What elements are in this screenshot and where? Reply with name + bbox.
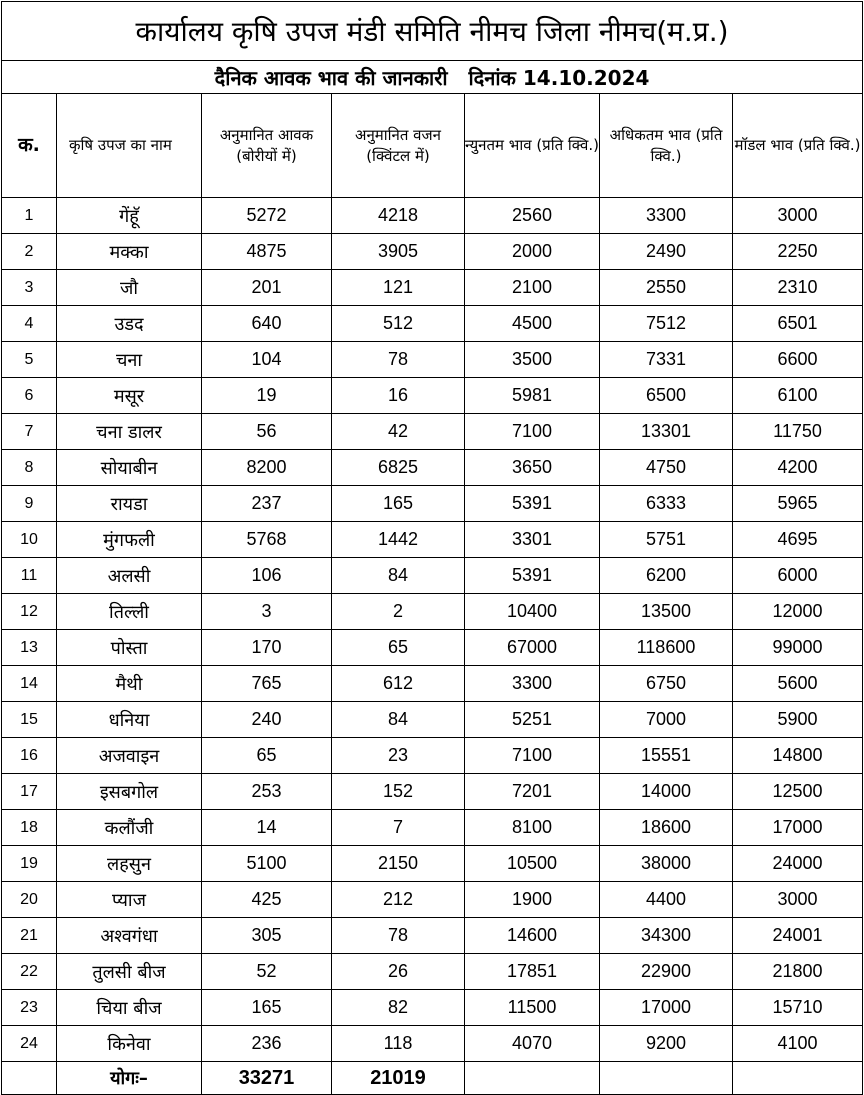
arrival-bags-cell: 52: [202, 954, 332, 990]
arrival-bags-cell: 425: [202, 882, 332, 918]
produce-name-cell: उडद: [57, 306, 202, 342]
total-empty-cell: [733, 1062, 863, 1095]
serial-number-cell: 6: [2, 378, 57, 414]
serial-number-cell: 2: [2, 234, 57, 270]
minimum-price-cell: 7201: [465, 774, 600, 810]
minimum-price-cell: 3650: [465, 450, 600, 486]
weight-cell: 165: [332, 486, 465, 522]
maximum-price-cell: 3300: [600, 198, 733, 234]
arrival-bags-cell: 106: [202, 558, 332, 594]
table-row: [2, 1026, 863, 1062]
arrival-bags-cell: 240: [202, 702, 332, 738]
modal-price-cell: 4695: [733, 522, 863, 558]
maximum-price-cell: 6750: [600, 666, 733, 702]
produce-name-cell: लहसुन: [57, 846, 202, 882]
produce-name-cell: मक्का: [57, 234, 202, 270]
modal-price-cell: 4200: [733, 450, 863, 486]
maximum-price-cell: 9200: [600, 1026, 733, 1062]
produce-name-cell: अलसी: [57, 558, 202, 594]
serial-number-cell: 19: [2, 846, 57, 882]
header-modal-price: मॉडल भाव (प्रति क्वि.): [733, 94, 863, 198]
serial-number-cell: 21: [2, 918, 57, 954]
table-row: [2, 234, 863, 270]
weight-cell: 7: [332, 810, 465, 846]
maximum-price-cell: 6200: [600, 558, 733, 594]
report-subtitle-date: दैनिक आवक भाव की जानकारी दिनांक 14.10.2024: [2, 61, 863, 94]
total-empty-cell: [465, 1062, 600, 1095]
produce-name-cell: चना डालर: [57, 414, 202, 450]
produce-name-cell: मैथी: [57, 666, 202, 702]
arrival-bags-cell: 765: [202, 666, 332, 702]
weight-cell: 16: [332, 378, 465, 414]
maximum-price-cell: 6333: [600, 486, 733, 522]
table-row: [2, 522, 863, 558]
produce-name-cell: तुलसी बीज: [57, 954, 202, 990]
modal-price-cell: 5600: [733, 666, 863, 702]
arrival-bags-cell: 201: [202, 270, 332, 306]
maximum-price-cell: 2550: [600, 270, 733, 306]
total-weight: 21019: [332, 1062, 465, 1095]
header-maximum-price: अधिकतम भाव (प्रति क्वि.): [600, 94, 733, 198]
modal-price-cell: 99000: [733, 630, 863, 666]
arrival-bags-cell: 56: [202, 414, 332, 450]
serial-number-cell: 8: [2, 450, 57, 486]
minimum-price-cell: 5251: [465, 702, 600, 738]
weight-cell: 612: [332, 666, 465, 702]
minimum-price-cell: 2100: [465, 270, 600, 306]
produce-name-cell: तिल्ली: [57, 594, 202, 630]
table-row: [2, 594, 863, 630]
table-row: [2, 558, 863, 594]
weight-cell: 78: [332, 342, 465, 378]
weight-cell: 23: [332, 738, 465, 774]
arrival-bags-cell: 170: [202, 630, 332, 666]
header-estimated-weight: अनुमानित वजन (क्विंटल में): [332, 94, 465, 198]
table-row: [2, 954, 863, 990]
serial-number-cell: 9: [2, 486, 57, 522]
table-row: [2, 774, 863, 810]
table-row: [2, 342, 863, 378]
header-produce-name: कृषि उपज का नाम: [57, 94, 202, 198]
minimum-price-cell: 8100: [465, 810, 600, 846]
produce-name-cell: किनेवा: [57, 1026, 202, 1062]
arrival-bags-cell: 5768: [202, 522, 332, 558]
table-header-row: [2, 94, 863, 198]
serial-number-cell: 14: [2, 666, 57, 702]
serial-number-cell: 7: [2, 414, 57, 450]
table-row: [2, 846, 863, 882]
arrival-bags-cell: 65: [202, 738, 332, 774]
maximum-price-cell: 38000: [600, 846, 733, 882]
minimum-price-cell: 7100: [465, 738, 600, 774]
arrival-bags-cell: 19: [202, 378, 332, 414]
maximum-price-cell: 13500: [600, 594, 733, 630]
weight-cell: 4218: [332, 198, 465, 234]
minimum-price-cell: 3300: [465, 666, 600, 702]
minimum-price-cell: 4070: [465, 1026, 600, 1062]
modal-price-cell: 17000: [733, 810, 863, 846]
arrival-bags-cell: 5100: [202, 846, 332, 882]
produce-name-cell: चना: [57, 342, 202, 378]
table-row: [2, 666, 863, 702]
modal-price-cell: 15710: [733, 990, 863, 1026]
produce-name-cell: कलौंजी: [57, 810, 202, 846]
table-row: [2, 198, 863, 234]
serial-number-cell: 12: [2, 594, 57, 630]
total-label: योगः–: [57, 1062, 202, 1095]
modal-price-cell: 14800: [733, 738, 863, 774]
arrival-bags-cell: 8200: [202, 450, 332, 486]
minimum-price-cell: 14600: [465, 918, 600, 954]
table-row: [2, 270, 863, 306]
table-row: [2, 486, 863, 522]
maximum-price-cell: 2490: [600, 234, 733, 270]
arrival-bags-cell: 3: [202, 594, 332, 630]
weight-cell: 152: [332, 774, 465, 810]
produce-name-cell: चिया बीज: [57, 990, 202, 1026]
maximum-price-cell: 17000: [600, 990, 733, 1026]
maximum-price-cell: 15551: [600, 738, 733, 774]
arrival-bags-cell: 305: [202, 918, 332, 954]
produce-name-cell: धनिया: [57, 702, 202, 738]
minimum-price-cell: 4500: [465, 306, 600, 342]
produce-name-cell: सोयाबीन: [57, 450, 202, 486]
maximum-price-cell: 7512: [600, 306, 733, 342]
minimum-price-cell: 5981: [465, 378, 600, 414]
minimum-price-cell: 2560: [465, 198, 600, 234]
produce-name-cell: रायडा: [57, 486, 202, 522]
modal-price-cell: 2310: [733, 270, 863, 306]
serial-number-cell: 22: [2, 954, 57, 990]
table-row: [2, 882, 863, 918]
modal-price-cell: 2250: [733, 234, 863, 270]
table-row: [2, 378, 863, 414]
serial-number-cell: 20: [2, 882, 57, 918]
modal-price-cell: 21800: [733, 954, 863, 990]
weight-cell: 121: [332, 270, 465, 306]
minimum-price-cell: 7100: [465, 414, 600, 450]
arrival-bags-cell: 237: [202, 486, 332, 522]
serial-number-cell: 13: [2, 630, 57, 666]
maximum-price-cell: 4400: [600, 882, 733, 918]
arrival-bags-cell: 5272: [202, 198, 332, 234]
modal-price-cell: 5965: [733, 486, 863, 522]
minimum-price-cell: 5391: [465, 486, 600, 522]
produce-name-cell: अश्वगंधा: [57, 918, 202, 954]
maximum-price-cell: 118600: [600, 630, 733, 666]
serial-number-cell: 1: [2, 198, 57, 234]
weight-cell: 84: [332, 558, 465, 594]
produce-name-cell: मसूर: [57, 378, 202, 414]
modal-price-cell: 6000: [733, 558, 863, 594]
serial-number-cell: 11: [2, 558, 57, 594]
modal-price-cell: 4100: [733, 1026, 863, 1062]
weight-cell: 2: [332, 594, 465, 630]
modal-price-cell: 24000: [733, 846, 863, 882]
weight-cell: 2150: [332, 846, 465, 882]
serial-number-cell: 17: [2, 774, 57, 810]
serial-number-cell: 24: [2, 1026, 57, 1062]
modal-price-cell: 5900: [733, 702, 863, 738]
table-row: [2, 918, 863, 954]
serial-number-cell: 4: [2, 306, 57, 342]
maximum-price-cell: 18600: [600, 810, 733, 846]
weight-cell: 84: [332, 702, 465, 738]
modal-price-cell: 6600: [733, 342, 863, 378]
maximum-price-cell: 6500: [600, 378, 733, 414]
modal-price-cell: 12000: [733, 594, 863, 630]
header-estimated-arrival-bags: अनुमानित आवक (बोरीयों में): [202, 94, 332, 198]
produce-name-cell: अजवाइन: [57, 738, 202, 774]
weight-cell: 3905: [332, 234, 465, 270]
weight-cell: 212: [332, 882, 465, 918]
serial-number-cell: 5: [2, 342, 57, 378]
produce-name-cell: जौ: [57, 270, 202, 306]
produce-name-cell: गेंहॅू: [57, 198, 202, 234]
modal-price-cell: 11750: [733, 414, 863, 450]
arrival-bags-cell: 165: [202, 990, 332, 1026]
table-row: [2, 630, 863, 666]
modal-price-cell: 3000: [733, 198, 863, 234]
maximum-price-cell: 7331: [600, 342, 733, 378]
produce-name-cell: इसबगोल: [57, 774, 202, 810]
serial-number-cell: 16: [2, 738, 57, 774]
table-row: [2, 702, 863, 738]
minimum-price-cell: 1900: [465, 882, 600, 918]
weight-cell: 512: [332, 306, 465, 342]
minimum-price-cell: 17851: [465, 954, 600, 990]
maximum-price-cell: 13301: [600, 414, 733, 450]
table-row: [2, 990, 863, 1026]
daily-arrival-rate-table: [1, 1, 863, 1095]
modal-price-cell: 6501: [733, 306, 863, 342]
modal-price-cell: 24001: [733, 918, 863, 954]
minimum-price-cell: 11500: [465, 990, 600, 1026]
serial-number-cell: 15: [2, 702, 57, 738]
mandi-rate-sheet: [1, 1, 862, 1089]
serial-number-cell: 10: [2, 522, 57, 558]
modal-price-cell: 6100: [733, 378, 863, 414]
header-minimum-price: न्युनतम भाव (प्रति क्वि.): [465, 94, 600, 198]
maximum-price-cell: 34300: [600, 918, 733, 954]
weight-cell: 118: [332, 1026, 465, 1062]
serial-number-cell: 3: [2, 270, 57, 306]
produce-name-cell: प्याज: [57, 882, 202, 918]
weight-cell: 82: [332, 990, 465, 1026]
table-row: [2, 738, 863, 774]
maximum-price-cell: 22900: [600, 954, 733, 990]
weight-cell: 42: [332, 414, 465, 450]
weight-cell: 6825: [332, 450, 465, 486]
modal-price-cell: 12500: [733, 774, 863, 810]
minimum-price-cell: 2000: [465, 234, 600, 270]
produce-name-cell: मुंगफली: [57, 522, 202, 558]
weight-cell: 65: [332, 630, 465, 666]
serial-number-cell: 18: [2, 810, 57, 846]
maximum-price-cell: 14000: [600, 774, 733, 810]
minimum-price-cell: 3301: [465, 522, 600, 558]
table-row: [2, 450, 863, 486]
table-row: [2, 414, 863, 450]
minimum-price-cell: 10500: [465, 846, 600, 882]
weight-cell: 1442: [332, 522, 465, 558]
arrival-bags-cell: 236: [202, 1026, 332, 1062]
table-row: [2, 810, 863, 846]
table-row: [2, 306, 863, 342]
total-row: [2, 1062, 863, 1095]
modal-price-cell: 3000: [733, 882, 863, 918]
maximum-price-cell: 7000: [600, 702, 733, 738]
minimum-price-cell: 10400: [465, 594, 600, 630]
serial-number-cell: 23: [2, 990, 57, 1026]
office-title: कार्यालय कृषि उपज मंडी समिति नीमच जिला नीमच(म.प्र.): [2, 2, 863, 61]
maximum-price-cell: 4750: [600, 450, 733, 486]
weight-cell: 26: [332, 954, 465, 990]
total-empty-cell: [600, 1062, 733, 1095]
maximum-price-cell: 5751: [600, 522, 733, 558]
arrival-bags-cell: 104: [202, 342, 332, 378]
total-arrival-bags: 33271: [202, 1062, 332, 1095]
weight-cell: 78: [332, 918, 465, 954]
arrival-bags-cell: 253: [202, 774, 332, 810]
arrival-bags-cell: 640: [202, 306, 332, 342]
produce-name-cell: पोस्ता: [57, 630, 202, 666]
header-serial-number: क.: [2, 94, 57, 198]
arrival-bags-cell: 14: [202, 810, 332, 846]
total-empty-cell: [2, 1062, 57, 1095]
minimum-price-cell: 67000: [465, 630, 600, 666]
minimum-price-cell: 5391: [465, 558, 600, 594]
arrival-bags-cell: 4875: [202, 234, 332, 270]
minimum-price-cell: 3500: [465, 342, 600, 378]
